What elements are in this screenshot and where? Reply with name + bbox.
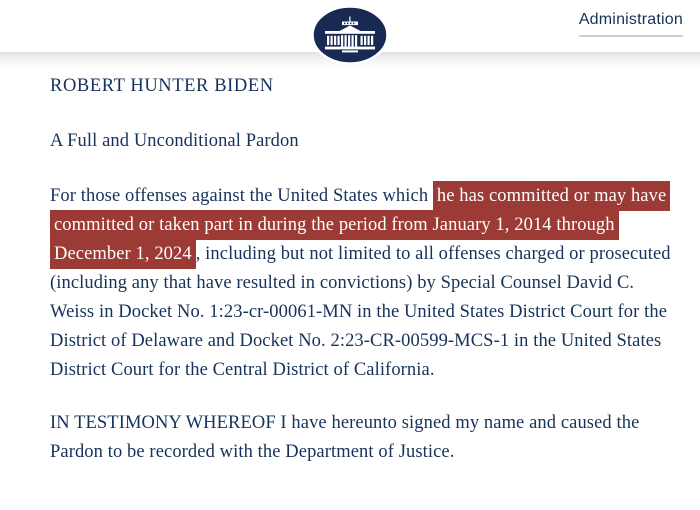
pardon-document [0,72,700,467]
document-subtitle: A Full and Unconditional Pardon [50,131,299,151]
paragraph-text-after: , including but not limited to all offenses charged or prosecuted (including any that have resulted in convictions) by Special Counsel David C. Weiss in Docket No. 1:23-cr-00061-MN in the United States District Court for the District of Delaware and Docket No. 2:23-CR-00599-MCS-1 in the United States District Court for the Central District of California. [50,244,671,380]
highlighted-text: he has committed or may have committed or taken part in during the period from January 1, 2014 through December 1, 2024 [50,181,670,269]
whitehouse-logo-icon [311,5,389,65]
testimony-paragraph: IN TESTIMONY WHEREOF I have hereunto signed my name and caused the Pardon to be recorded with the Department of Justice. [50,413,640,462]
document-title: ROBERT HUNTER BIDEN [50,76,274,96]
paragraph-text-before: For those offenses against the United States which [50,186,433,206]
site-header [0,0,700,52]
nav-link-administration[interactable]: Administration [579,11,683,37]
home-logo-link[interactable] [311,5,389,65]
pardon-paragraph [50,182,680,385]
